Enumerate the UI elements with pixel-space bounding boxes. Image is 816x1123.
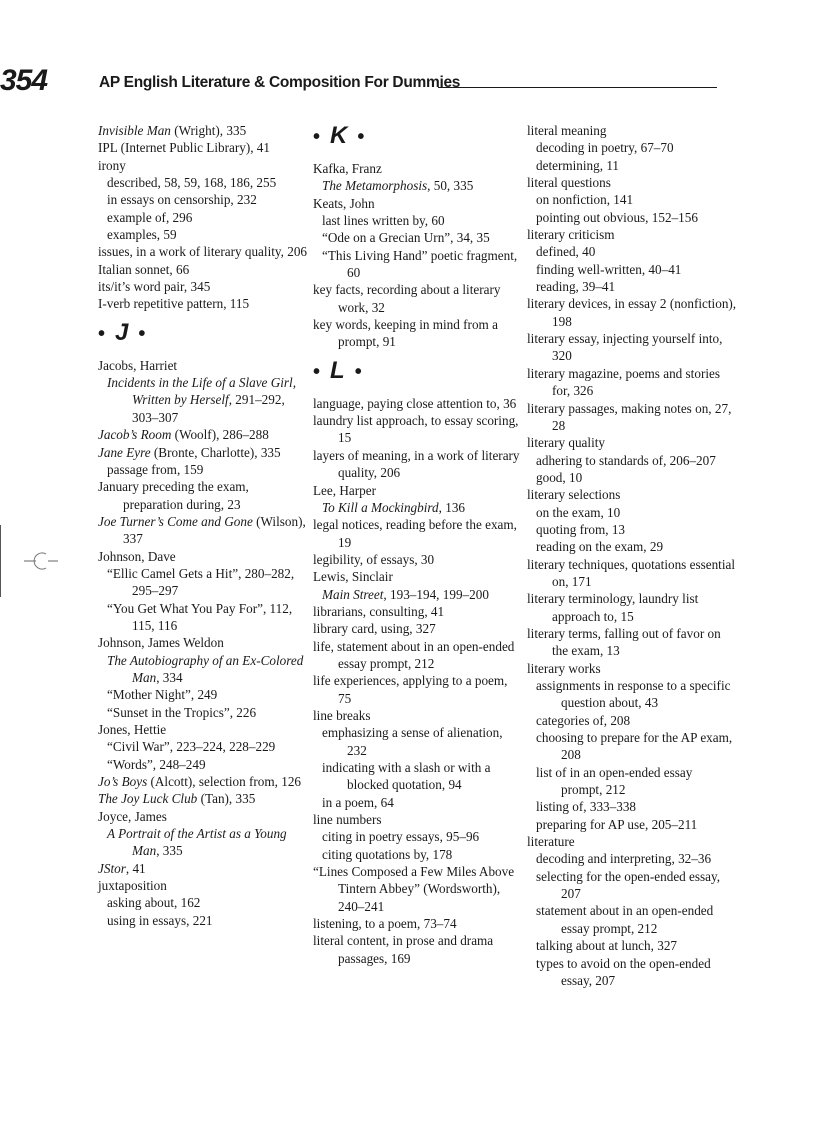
entry-text: literary criticism bbox=[527, 227, 615, 243]
index-subentry bbox=[527, 469, 737, 486]
section-letter: L bbox=[330, 356, 345, 384]
entry-text: Jacob’s Room bbox=[98, 427, 172, 443]
index-entry bbox=[527, 625, 737, 660]
entry-text: life, statement about in an open-ended essay prompt, 212 bbox=[313, 638, 515, 671]
entry-text: , 335 bbox=[156, 843, 183, 859]
entry-text: “Ellic Camel Gets a Hit”, 280–282, 295–297 bbox=[107, 565, 295, 599]
index-subentry bbox=[527, 868, 737, 903]
entry-text: layers of meaning, in a work of literary quality, 206 bbox=[313, 447, 520, 481]
index-entry bbox=[98, 790, 308, 807]
entry-text: “This Living Hand” poetic fragment, 60 bbox=[322, 247, 518, 281]
index-subentry bbox=[313, 499, 523, 516]
entry-text: “Mother Night”, 249 bbox=[107, 687, 218, 703]
section-letter: K bbox=[330, 122, 348, 149]
index-entry bbox=[98, 122, 308, 139]
index-entry bbox=[313, 516, 523, 551]
index-entry bbox=[527, 556, 737, 591]
entry-text: on the exam, 10 bbox=[536, 504, 621, 520]
index-subentry bbox=[313, 586, 523, 603]
index-subentry bbox=[313, 247, 523, 282]
entry-text: literary devices, in essay 2 (nonfiction), 198 bbox=[527, 296, 737, 329]
index-subentry bbox=[98, 374, 308, 426]
entry-text: citing quotations by, 178 bbox=[322, 846, 453, 862]
entry-text: legibility, of essays, 30 bbox=[313, 551, 435, 567]
index-entry bbox=[313, 447, 523, 482]
entry-text: literary selections bbox=[527, 487, 621, 503]
entry-text: legal notices, reading before the exam, 19 bbox=[313, 517, 517, 550]
index-entry bbox=[98, 513, 308, 548]
index-subentry bbox=[313, 828, 523, 845]
entry-text: asking about, 162 bbox=[107, 895, 201, 911]
entry-text: “Lines Composed a Few Miles Above Tintern Abbey” (Wordsworth), 240–241 bbox=[313, 864, 515, 914]
entry-text: Jacobs, Harriet bbox=[98, 357, 178, 373]
index-entry bbox=[98, 721, 308, 738]
entry-text: reading, 39–41 bbox=[536, 279, 616, 295]
index-subentry bbox=[527, 278, 737, 295]
index-entry bbox=[527, 122, 737, 139]
entry-text: assignments in response to a specific question about, 43 bbox=[536, 678, 731, 711]
running-header bbox=[0, 62, 816, 102]
entry-text: literary essay, injecting yourself into, 320 bbox=[527, 331, 723, 364]
index-subentry bbox=[527, 850, 737, 867]
entry-text: “Words”, 248–249 bbox=[107, 756, 206, 772]
entry-text: librarians, consulting, 41 bbox=[313, 603, 445, 619]
entry-text: decoding and interpreting, 32–36 bbox=[536, 851, 712, 867]
entry-text: literary works bbox=[527, 660, 601, 676]
index-entry bbox=[313, 915, 523, 932]
entry-text: Lewis, Sinclair bbox=[313, 569, 393, 585]
index-subentry bbox=[98, 912, 308, 929]
section-heading bbox=[313, 355, 523, 387]
entry-text: described, 58, 59, 168, 186, 255 bbox=[107, 175, 277, 191]
index-subentry bbox=[98, 174, 308, 191]
index-subentry bbox=[98, 461, 308, 478]
entry-text: literary quality bbox=[527, 435, 605, 451]
entry-text: statement about in an open-ended essay prompt, 212 bbox=[536, 903, 714, 936]
index-entry bbox=[98, 478, 308, 513]
entry-text: examples, 59 bbox=[107, 227, 177, 243]
entry-text: listing of, 333–338 bbox=[536, 799, 637, 815]
index-subentry bbox=[527, 712, 737, 729]
entry-text: “Civil War”, 223–224, 228–229 bbox=[107, 739, 276, 755]
entry-text: in a poem, 64 bbox=[322, 794, 394, 810]
index-entry bbox=[313, 672, 523, 707]
index-subentry bbox=[98, 686, 308, 703]
entry-text: “You Get What You Pay For”, 112, 115, 116 bbox=[107, 600, 293, 633]
entry-text: its/it’s word pair, 345 bbox=[98, 279, 211, 295]
index-entry bbox=[527, 434, 737, 451]
index-entry bbox=[98, 278, 308, 295]
index-entry bbox=[527, 174, 737, 191]
entry-text: (Wright), 335 bbox=[170, 123, 247, 138]
entry-text: January preceding the exam, preparation during, 23 bbox=[98, 479, 249, 512]
entry-text: citing in poetry essays, 95–96 bbox=[322, 829, 480, 845]
entry-text: Incidents in the Life of a Slave Girl, Written by Herself bbox=[107, 375, 296, 408]
entry-text: language, paying close attention to, 36 bbox=[313, 395, 517, 411]
entry-text: The Joy Luck Club bbox=[98, 791, 198, 807]
entry-text: I-verb repetitive pattern, 115 bbox=[98, 296, 250, 312]
entry-text: The Autobiography of an Ex-Colored Man bbox=[107, 652, 304, 685]
entry-text: (Tan), 335 bbox=[197, 791, 256, 807]
index-subentry bbox=[98, 894, 308, 911]
entry-text: , 136 bbox=[438, 499, 465, 515]
entry-text: Kafka, Franz bbox=[313, 161, 382, 176]
entry-text: (Alcott), selection from, 126 bbox=[147, 774, 302, 790]
bullet-icon: • bbox=[357, 126, 365, 148]
entry-text: literary terms, falling out of favor on the exam, 13 bbox=[527, 625, 721, 659]
index-subentry bbox=[527, 191, 737, 208]
index-entry bbox=[313, 316, 523, 351]
entry-text: pointing out obvious, 152–156 bbox=[536, 209, 698, 225]
index-subentry bbox=[527, 452, 737, 469]
index-entry bbox=[313, 281, 523, 316]
index-subentry bbox=[98, 209, 308, 226]
index-subentry bbox=[313, 846, 523, 863]
index-subentry bbox=[527, 504, 737, 521]
bullet-icon: • bbox=[313, 360, 321, 383]
entry-text: IPL (Internet Public Library), 41 bbox=[98, 140, 270, 156]
index-entry bbox=[98, 157, 308, 174]
index-subentry bbox=[98, 738, 308, 755]
entry-text: laundry list approach, to essay scoring, 15 bbox=[313, 413, 519, 446]
index-entry bbox=[98, 773, 308, 790]
entry-text: literary terminology, laundry list approach to, 15 bbox=[527, 591, 699, 624]
index-entry bbox=[98, 261, 308, 278]
index-column-3 bbox=[527, 122, 737, 989]
index-entry bbox=[98, 295, 308, 312]
entry-text: indicating with a slash or with a blocked quotation, 94 bbox=[322, 760, 491, 793]
index-entry bbox=[313, 707, 523, 724]
entry-text: on nonfiction, 141 bbox=[536, 192, 634, 208]
entry-text: juxtaposition bbox=[98, 878, 167, 894]
entry-text: list of in an open-ended essay prompt, 212 bbox=[536, 764, 693, 798]
index-entry bbox=[527, 486, 737, 503]
index-entry bbox=[527, 660, 737, 677]
entry-text: literary passages, making notes on, 27, 28 bbox=[527, 400, 732, 433]
index-entry bbox=[313, 863, 523, 915]
index-entry bbox=[527, 590, 737, 625]
index-subentry bbox=[98, 652, 308, 687]
index-subentry bbox=[98, 226, 308, 243]
index-subentry bbox=[313, 724, 523, 759]
entry-text: reading on the exam, 29 bbox=[536, 539, 664, 555]
entry-text: To Kill a Mockingbird bbox=[322, 499, 439, 515]
index-entry bbox=[313, 412, 523, 447]
entry-text: literary magazine, poems and stories for, 326 bbox=[527, 365, 720, 399]
entry-text: Joyce, James bbox=[98, 808, 167, 824]
entry-text: emphasizing a sense of alienation, 232 bbox=[322, 725, 503, 758]
entry-text: preparing for AP use, 205–211 bbox=[536, 816, 698, 832]
index-entry bbox=[313, 395, 523, 412]
bullet-icon: • bbox=[138, 322, 146, 345]
index-subentry bbox=[98, 565, 308, 600]
entry-text: selecting for the open-ended essay, 207 bbox=[536, 868, 721, 902]
entry-text: life experiences, applying to a poem, 75 bbox=[313, 673, 508, 706]
entry-text: types to avoid on the open-ended essay, 207 bbox=[536, 955, 711, 988]
index-entry bbox=[98, 426, 308, 443]
entry-text: , 334 bbox=[156, 669, 183, 685]
index-subentry bbox=[98, 825, 308, 860]
index-entry bbox=[527, 400, 737, 435]
entry-text: (Wilson), 337 bbox=[123, 513, 306, 547]
index-subentry bbox=[527, 521, 737, 538]
entry-text: Joe Turner’s Come and Gone bbox=[98, 513, 253, 529]
bullet-icon: • bbox=[354, 360, 362, 383]
index-subentry bbox=[527, 261, 737, 278]
entry-text: Keats, John bbox=[313, 195, 375, 211]
entry-text: “Sunset in the Tropics”, 226 bbox=[107, 704, 257, 720]
index-entry bbox=[98, 860, 308, 877]
index-entry bbox=[527, 365, 737, 400]
index-entry bbox=[98, 357, 308, 374]
index-subentry bbox=[527, 209, 737, 226]
entry-text: , 291–292, 303–307 bbox=[132, 392, 285, 425]
index-column-2 bbox=[313, 122, 523, 967]
index-subentry bbox=[98, 191, 308, 208]
entry-text: Invisible Man bbox=[98, 123, 171, 138]
index-entry bbox=[313, 603, 523, 620]
index-entry bbox=[527, 295, 737, 330]
index-entry bbox=[313, 811, 523, 828]
index-entry bbox=[313, 195, 523, 212]
index-entry bbox=[313, 160, 523, 177]
entry-text: using in essays, 221 bbox=[107, 912, 213, 928]
entry-text: (Woolf), 286–288 bbox=[171, 427, 269, 443]
index-entry bbox=[527, 833, 737, 850]
entry-text: issues, in a work of literary quality, 206 bbox=[98, 244, 308, 260]
index-subentry bbox=[313, 212, 523, 229]
index-subentry bbox=[313, 229, 523, 246]
index-entry bbox=[313, 620, 523, 637]
entry-text: , 41 bbox=[125, 860, 146, 876]
entry-text: good, 10 bbox=[536, 469, 583, 485]
index-subentry bbox=[527, 139, 737, 156]
index-entry bbox=[98, 808, 308, 825]
index-subentry bbox=[313, 794, 523, 811]
entry-text: literal meaning bbox=[527, 123, 607, 138]
entry-text: defined, 40 bbox=[536, 244, 596, 260]
entry-text: literal content, in prose and drama passages, 169 bbox=[313, 933, 494, 966]
index-entry bbox=[98, 634, 308, 651]
entry-text: passage from, 159 bbox=[107, 461, 204, 477]
index-subentry bbox=[527, 902, 737, 937]
index-entry bbox=[313, 551, 523, 568]
entry-text: literature bbox=[527, 834, 575, 850]
entry-text: choosing to prepare for the AP exam, 208 bbox=[536, 730, 733, 763]
entry-text: example of, 296 bbox=[107, 209, 193, 225]
entry-text: irony bbox=[98, 157, 126, 173]
entry-text: Lee, Harper bbox=[313, 482, 376, 498]
entry-text: , 193–194, 199–200 bbox=[383, 586, 489, 602]
entry-text: Jones, Hettie bbox=[98, 722, 167, 737]
section-heading bbox=[98, 317, 308, 349]
entry-text: categories of, 208 bbox=[536, 712, 631, 728]
index-entry bbox=[98, 444, 308, 461]
header-rule bbox=[438, 87, 717, 88]
book-title: AP English Literature & Composition For Dummies bbox=[99, 74, 461, 91]
entry-text: JStor bbox=[98, 860, 126, 876]
index-subentry bbox=[527, 677, 737, 712]
entry-text: in essays on censorship, 232 bbox=[107, 192, 257, 208]
entry-text: determining, 11 bbox=[536, 157, 620, 173]
entry-text: talking about at lunch, 327 bbox=[536, 938, 678, 954]
entry-text: A Portrait of the Artist as a Young Man bbox=[107, 826, 287, 859]
entry-text: , 50, 335 bbox=[427, 178, 474, 194]
index-subentry bbox=[527, 955, 737, 990]
entry-text: “Ode on a Grecian Urn”, 34, 35 bbox=[322, 230, 490, 246]
entry-text: (Bronte, Charlotte), 335 bbox=[150, 444, 281, 460]
entry-text: decoding in poetry, 67–70 bbox=[536, 140, 674, 156]
entry-text: quoting from, 13 bbox=[536, 521, 626, 537]
index-entry bbox=[98, 243, 308, 260]
bullet-icon: • bbox=[313, 126, 321, 148]
page-number: 354 bbox=[0, 64, 48, 97]
index-entry bbox=[313, 482, 523, 499]
registration-mark-icon bbox=[0, 525, 70, 597]
entry-text: literal questions bbox=[527, 175, 611, 191]
entry-text: Main Street bbox=[322, 586, 384, 602]
entry-text: Jo’s Boys bbox=[98, 774, 148, 790]
index-entry bbox=[313, 932, 523, 967]
section-letter: J bbox=[115, 318, 129, 346]
index-subentry bbox=[313, 177, 523, 194]
entry-text: Johnson, Dave bbox=[98, 548, 176, 564]
index-entry bbox=[98, 548, 308, 565]
index-subentry bbox=[527, 816, 737, 833]
entry-text: Johnson, James Weldon bbox=[98, 635, 224, 651]
entry-text: literary techniques, quotations essential on, 171 bbox=[527, 556, 736, 589]
entry-text: listening, to a poem, 73–74 bbox=[313, 916, 457, 932]
index-subentry bbox=[98, 756, 308, 773]
index-subentry bbox=[527, 729, 737, 764]
index-column-1 bbox=[98, 122, 308, 929]
index-subentry bbox=[98, 704, 308, 721]
index-entry bbox=[98, 877, 308, 894]
entry-text: library card, using, 327 bbox=[313, 621, 436, 637]
index-subentry bbox=[527, 243, 737, 260]
index-subentry bbox=[98, 600, 308, 635]
entry-text: key words, keeping in mind from a prompt, 91 bbox=[313, 317, 498, 350]
index-subentry bbox=[527, 157, 737, 174]
index-subentry bbox=[527, 937, 737, 954]
index-entry bbox=[313, 568, 523, 585]
index-subentry bbox=[527, 798, 737, 815]
bullet-icon: • bbox=[98, 322, 106, 345]
index-entry bbox=[313, 638, 523, 673]
entry-text: last lines written by, 60 bbox=[322, 213, 445, 229]
entry-text: line numbers bbox=[313, 812, 382, 828]
entry-text: finding well-written, 40–41 bbox=[536, 261, 682, 277]
entry-text: Jane Eyre bbox=[98, 444, 151, 460]
entry-text: Italian sonnet, 66 bbox=[98, 261, 190, 277]
entry-text: adhering to standards of, 206–207 bbox=[536, 452, 716, 468]
index-subentry bbox=[527, 764, 737, 799]
entry-text: key facts, recording about a literary work, 32 bbox=[313, 282, 501, 315]
section-heading bbox=[313, 120, 523, 152]
index-entry bbox=[527, 226, 737, 243]
entry-text: line breaks bbox=[313, 707, 371, 723]
index-entry bbox=[527, 330, 737, 365]
index-subentry bbox=[527, 538, 737, 555]
entry-text: The Metamorphosis bbox=[322, 178, 428, 194]
index-entry bbox=[98, 139, 308, 156]
index-subentry bbox=[313, 759, 523, 794]
